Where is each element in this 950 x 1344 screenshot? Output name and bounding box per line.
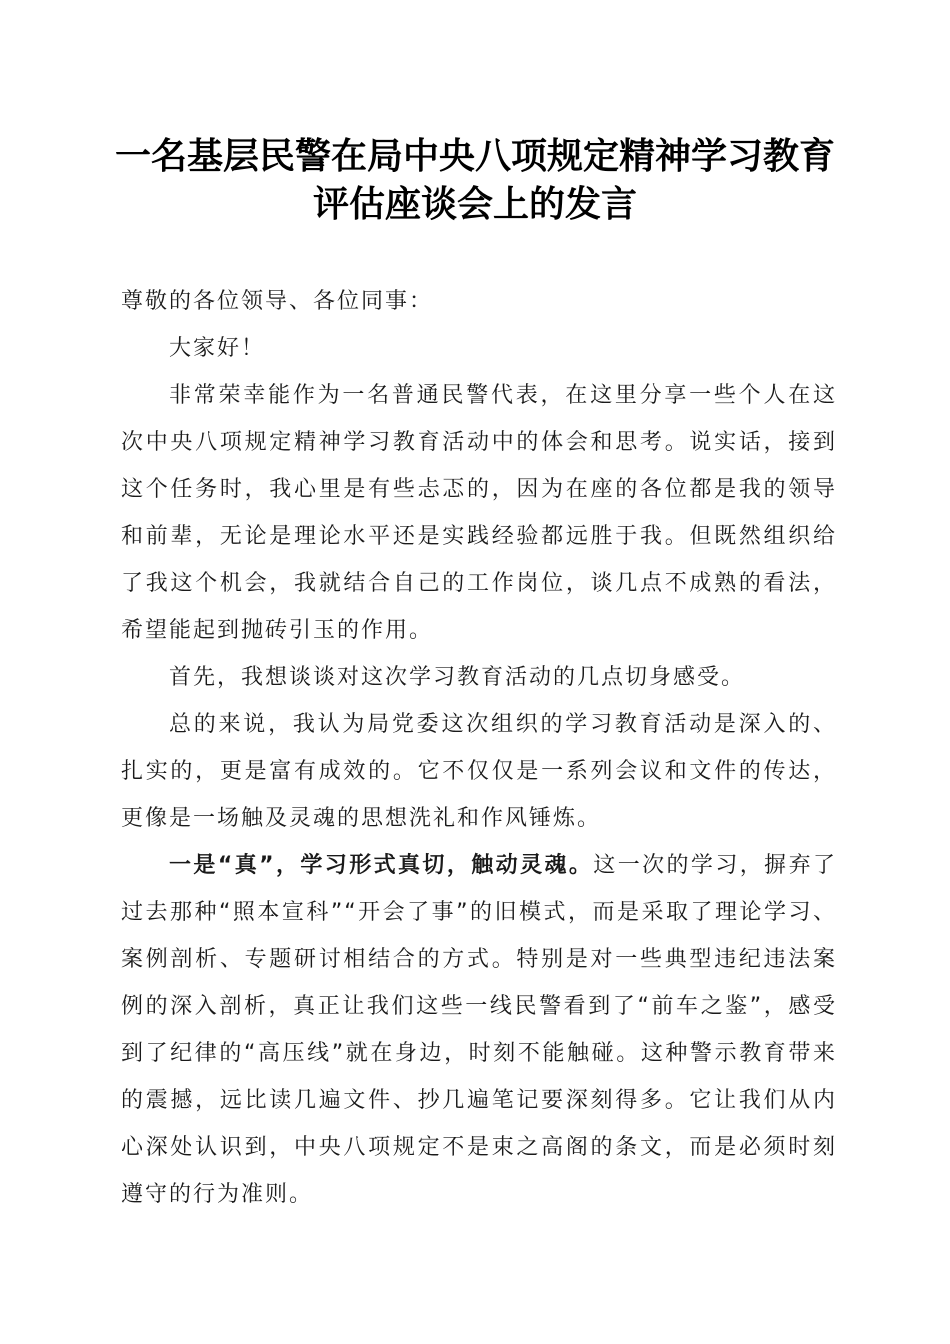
paragraph-intro: 非常荣幸能作为一名普通民警代表，在这里分享一些个人在这次中央八项规定精神学习教育活动中的体会和思考。说实话，接到这个任务时，我心里是有些忐忑的，因为在座的各位都是我的领导和前辈，无论是理论水平还是实践经验都远胜于我。但既然组织给了我这个机会，我就结合自己的工作岗位，谈几点不成熟的看法，希望能起到抛砖引玉的作用。 (121, 383, 837, 643)
document-title (110, 132, 840, 228)
point-1-lead: 一是“真”，学习形式真切，触动灵魂。 (169, 853, 594, 878)
point-1-body: 这一次的学习，摒弃了过去那种“照本宣科”“开会了事”的旧模式，而是采取了理论学习、案例剖析、专题研讨相结合的方式。特别是对一些典型违纪违法案例的深入剖析，真正让我们这些一线民警看到了“前车之鉴”，感受到了纪律的“高压线”就在身边，时刻不能触碰。这种警示教育带来的震撼，远比读几遍文件、抄几遍笔记要深刻得多。它让我们从内心深处认识到，中央八项规定不是束之高阁的条文，而是必须时刻遵守的行为准则。 (121, 853, 837, 1207)
salutation: 尊敬的各位领导、各位同事： (121, 289, 434, 314)
paragraph-point-1 (121, 842, 837, 1218)
greeting: 大家好！ (169, 336, 266, 361)
document-body (121, 278, 837, 1218)
paragraph-first: 首先，我想谈谈对这次学习教育活动的几点切身感受。 (169, 665, 746, 690)
title-line-2: 评估座谈会上的发言 (312, 183, 637, 225)
paragraph-overall: 总的来说，我认为局党委这次组织的学习教育活动是深入的、扎实的，更是富有成效的。它不仅仅是一系列会议和文件的传达，更像是一场触及灵魂的思想洗礼和作风锤炼。 (121, 712, 837, 831)
title-line-1: 一名基层民警在局中央八项规定精神学习教育 (114, 135, 835, 177)
